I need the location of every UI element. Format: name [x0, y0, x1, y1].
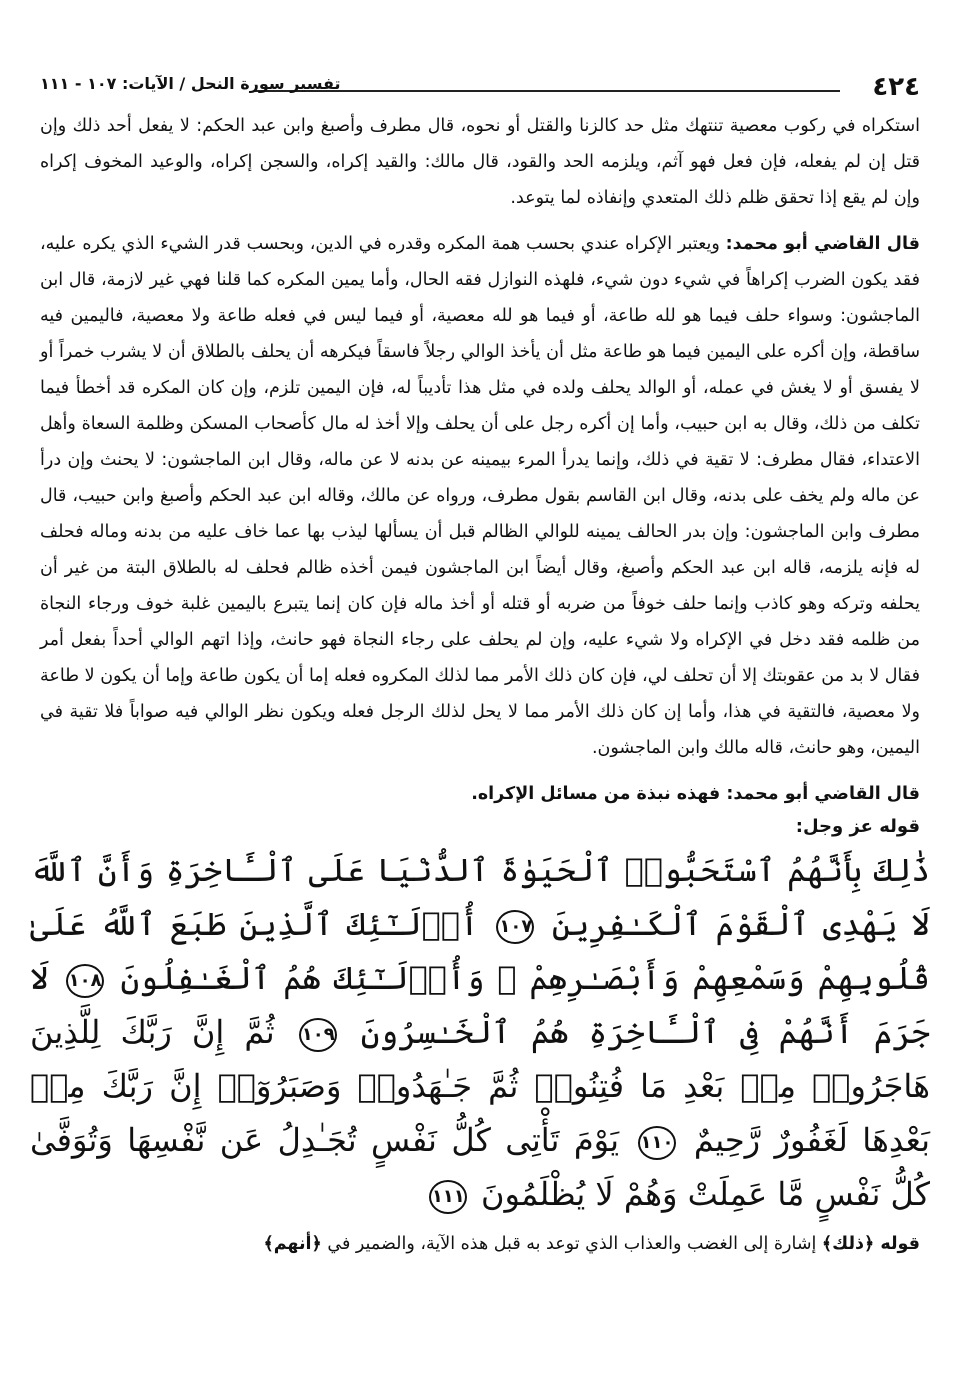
ayah-number-marker: ١١١ [429, 1180, 467, 1214]
header-rule [255, 90, 840, 92]
quoted-word: ﴿أنهم﴾ [263, 1234, 322, 1254]
footer-middle: إشارة إلى الغضب والعذاب الذي توعد به قبل هذه الآية، والضمير في [321, 1234, 822, 1254]
running-title: تفسير سورة النحل / الآيات: ١٠٧ - ١١١ [40, 74, 341, 93]
paragraph [40, 108, 920, 216]
verse-intro-label: قوله عز وجل: [795, 816, 920, 837]
paragraph [40, 226, 920, 766]
page-number: ٤٢٤ [872, 72, 920, 102]
ayah-number-marker: ١١٠ [638, 1126, 676, 1160]
paragraph-text: استكراه في ركوب معصية تنتهك مثل حد كالزنا والقتل أو نحوه، قال مطرف وأصبغ وابن عبد الحكم: لا يفعل أحد ذلك وإن قتل إن لم يفعله، فإن فعل فهو آثم، ويلزمه الحد والقود، قال مالك: والقيد إكراه، والسجن إكراه، والوعيد المخوف إكراه وإن لم يقع إذا تحقق ظلم ذلك المتعدي وإنفاذه لما يتوعد. [40, 116, 920, 208]
paragraph [40, 776, 920, 812]
verse-text: لَا جَرَمَ أَنَّهُمْ فِى ٱلْـَٔاخِرَةِ هُمُ ٱلْخَـٰسِرُونَ [30, 959, 931, 1051]
paragraph-text: ويعتبر الإكراه عندي بحسب همة المكره وقدره في الدين، وبحسب قدر الشيء الذي يكره عليه، فقد يكون الضرب إكراهاً في شيء دون شيء، فلهذه النوازل فقه الحال، وأما يمين المكره كما قلنا فهي غير لازمة، قال ابن الماجشون: وسواء حلف فيما هو لله طاعة، أو فيما هو لله معصية، أو فيما ليس في فعله طاعة ولا معصية، فاليمين فيه ساقطة، وإن أكره على اليمين فيما هو طاعة مثل أن يأخذ الوالي رجلاً فاسقاً فيكرهه أن يحلف بالطلاق أن لا يشرب خمراً أو لا يفسق أو لا يغش في عمله، أو الوالد يحلف ولده في مثل هذا تأديباً له، فإن اليمين تلزم، وإن كان المكره قد أخطأ فيما تكلف من ذلك، وقال به ابن حبيب، وأما إن أكره رجل على أن يحلف وإلا أخذ له مال كأصحاب المسكن وظلمة السعاة وأهل الاعتداء، فقال مطرف: لا تقية في ذلك، وإنما يدرأ المرء بيمينه عن بدنه لا عن ماله، وقال ابن الماجشون: لا يحنث وإن درأ عن ماله ولم يخف على بدنه، وقال ابن القاسم بقول مطرف، ورواه عن مالك، وقاله ابن عبد الحكم وأصبغ وابن حبيب، قال مطرف وابن الماجشون: وإن بدر الحالف يمينه للوالي الظالم قبل أن يسألها ليذب بها عما خاف عليه من بدنه وماله فحلف له فإنه يلزمه، قاله ابن عبد الحكم وأصبغ، وقال أيضاً ابن الماجشون فيمن أخذه ظالم فحلف له بالطلاق البتة من غير أن يحلفه وتركه وهو كاذب وإنما حلف خوفاً من ضربه أو قتله أو أخذ ماله فإن كان إنما يتبرع باليمين غلبة خوف ورجاء النجاة من ظلمه فقد دخل في الإكراه ولا شيء عليه، وإن لم يحلف على رجاء النجاة فهو حانث، وإذا اتهم الوالي أحداً بفعل أمر فقال لا بد من عقوبتك إلا أن تحلف لي، فإن كان ذلك الأمر مما لذلك المكروه فعله إما أن يكون طاعة وإما أن يكون لا طاعة ولا معصية، فالتقية في هذا، وأما إن كان ذلك الأمر مما لا يحل لذلك الرجل فعله ويكون نظر الوالي فيه صواباً فلا تقية في اليمين، وهو حانث، قاله مالك وابن الماجشون. [40, 234, 920, 758]
footer-prefix: قوله [874, 1234, 920, 1254]
paragraph-text: فهذه نبذة من مسائل الإكراه. [471, 784, 727, 804]
ayah-number-marker: ١٠٩ [299, 1018, 337, 1052]
quran-verses [30, 843, 930, 1221]
paragraph-speaker: قال القاضي أبو محمد: [726, 784, 920, 804]
verse-text: ذَٰلِكَ بِأَنَّهُمُ ٱسْتَحَبُّوا۟ ٱلْحَيَوٰةَ ٱلدُّنْيَا عَلَى ٱلْـَٔاخِرَةِ وَأَنَّ ٱللَّهَ لَا يَهْدِى ٱلْقَوْمَ ٱلْكَـٰفِرِينَ [30, 851, 931, 943]
page-header [40, 68, 920, 108]
paragraph-speaker: قال القاضي أبو محمد: [725, 234, 920, 254]
ayah-number-marker: ١٠٨ [66, 964, 104, 998]
commentary-continuation [40, 1227, 920, 1261]
book-page [30, 68, 931, 1378]
verse-text: ثُمَّ إِنَّ رَبَّكَ لِلَّذِينَ هَاجَرُوا۟ مِنۢ بَعْدِ مَا فُتِنُوا۟ ثُمَّ جَـٰهَدُوا۟ وَصَبَرُوٓا۟ إِنَّ رَبَّكَ مِنۢ بَعْدِهَا لَغَفُورٌ رَّحِيمٌ [30, 1013, 931, 1159]
quoted-word: ﴿ذلك﴾ [821, 1234, 875, 1254]
commentary-body [40, 108, 920, 812]
verse-text: يَوْمَ تَأْتِى كُلُّ نَفْسٍ تُجَـٰدِلُ عَن نَّفْسِهَا وَتُوَفَّىٰ كُلُّ نَفْسٍ مَّا عَمِلَتْ وَهُمْ لَا يُظْلَمُونَ [30, 1121, 930, 1213]
verse-text: أُو۟لَـٰٓئِكَ ٱلَّذِينَ طَبَعَ ٱللَّهُ عَلَىٰ قُلُوبِهِمْ وَسَمْعِهِمْ وَأَبْصَـٰرِهِمْ ۖ وَأُو۟لَـٰٓئِكَ هُمُ ٱلْغَـٰفِلُونَ [30, 905, 931, 997]
ayah-number-marker: ١٠٧ [496, 910, 534, 944]
